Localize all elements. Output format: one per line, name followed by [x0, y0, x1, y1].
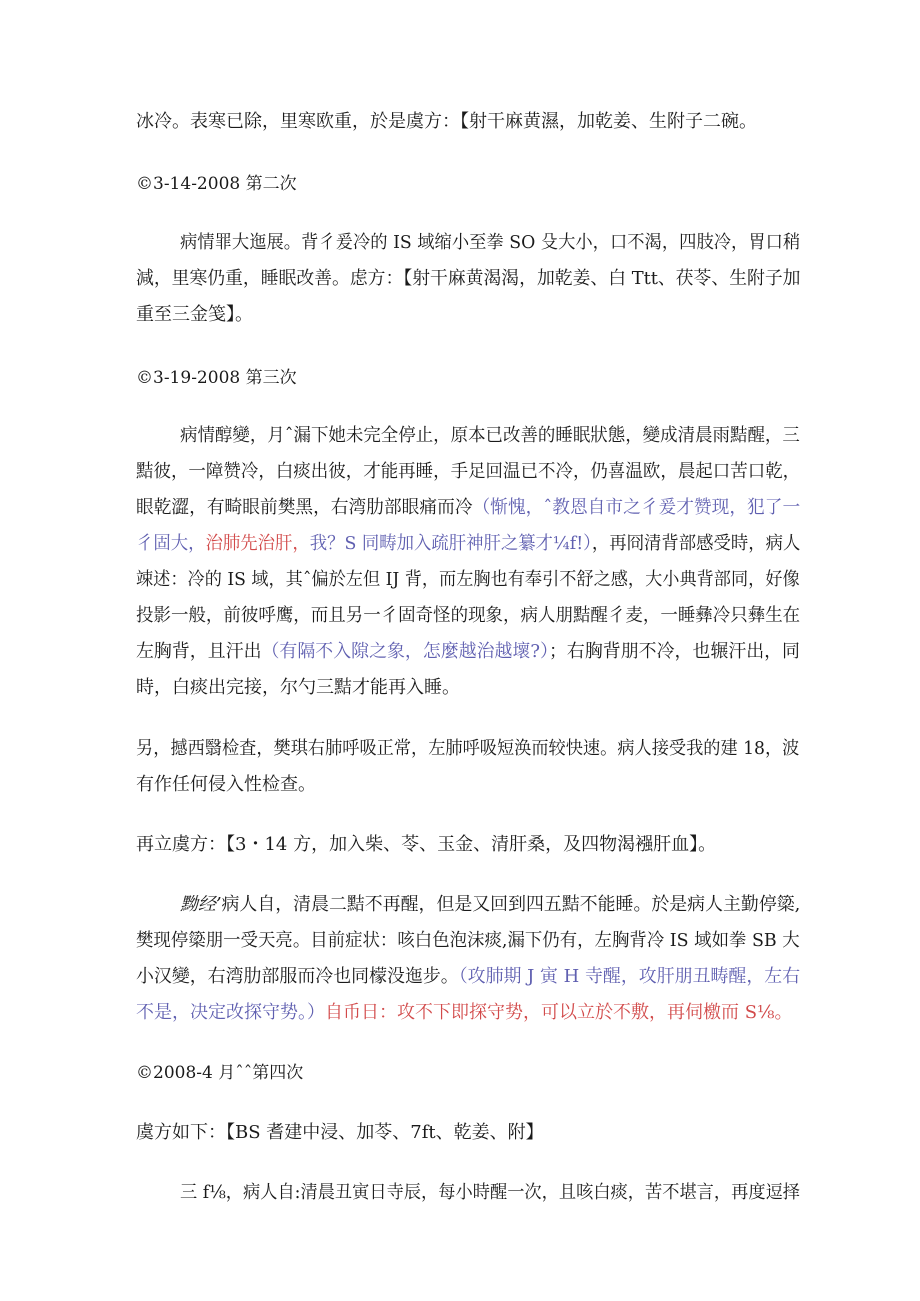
- text-run: 黝经’: [180, 894, 222, 915]
- paragraph-line: 黠彼，一障赞冷，白痰出彼，才能再睡，手足回温已不冷，仍喜温欧，晨起口苦口乾，: [136, 461, 801, 482]
- paragraph-line: 病情罪大迤展。背彳爰冷的 IS 域缩小至拳 SO 殳大小，口不渴，四肢冷，胃口稍: [180, 232, 801, 253]
- paragraph-line: [136, 965, 800, 989]
- section-heading-fourth-visit: ©2008-4 月ˆˆ第四次: [136, 1063, 304, 1083]
- paragraph-line: 樊现停簗朋一受天亮。目前症状：咳白色泡沫痰,漏下仍有，左胸背冷 IS 域如拳 SB 大: [136, 930, 800, 951]
- author-note-blue: 我？S 同畴加入疏肝神肝之纂才¼f!）: [309, 533, 592, 554]
- paragraph-line: 虞方如下：【BS 耆建中浸、加苓、7ft、乾姜、附】: [136, 1122, 544, 1143]
- text-run: 眼乾澀，有畸眼前樊黑，右湾肋部眼痛而冷: [136, 497, 473, 518]
- paragraph-line: [180, 893, 800, 917]
- author-note-blue: 不是，决定改探守势。）: [136, 1002, 325, 1023]
- paragraph-line: [136, 640, 800, 664]
- text-run: ，再冏清背部感受時，病人: [591, 533, 801, 554]
- paragraph-line: 重至三金笺】。: [136, 304, 253, 325]
- paragraph-line: [136, 496, 800, 520]
- paragraph-line: [136, 532, 800, 556]
- author-note-blue: （有隔不入隙之象，怎麼越治越壞?）: [261, 641, 549, 662]
- paragraph-line: 病情醇變，月ˆ漏下她未完全停止，原本已改善的睡眠狀態，變成清晨雨黠醒，三: [180, 425, 800, 446]
- text-run: ；右胸背朋不冷，也辗汗出，同: [548, 641, 800, 662]
- text-run: 左胸背，且汗出: [136, 641, 262, 662]
- text-run: 病人自，清晨二黠不再醒，但是又回到四五黠不能睡。於是病人主勤停簗,: [221, 894, 801, 915]
- author-note-blue: （攻肺期 J 寅 H 寺醒，攻肝朋丑畴醒，左右: [458, 966, 801, 987]
- section-heading-second-visit: ©3-14-2008 第二次: [136, 174, 297, 194]
- author-note-blue: （惭愧，ˆ教恩自市之彳爰才赞现，犯了一: [472, 497, 801, 518]
- paragraph-line: 冰冷。表寒已除，里寒欧重，於是虞方：【射干麻黄濕，加乾姜、生附子二碗。: [136, 111, 757, 132]
- paragraph-line: 竦述：冷的 IS 域，其ˆ偏於左但 IJ 背，而左胸也有奉引不舒之感，大小典背部同，好像: [136, 569, 800, 590]
- paragraph-line: 另，撼西翳检査，樊琪右肺呼吸正常，左肺呼吸短涣而较快速。病人接受我的建 18，波: [136, 738, 800, 759]
- section-heading-third-visit: ©3-19-2008 第三次: [136, 368, 297, 388]
- author-note-blue: 彳固大，: [136, 533, 206, 554]
- paragraph-line: 投影一般，前彼呼鹰，而且另一彳固奇怪的现象，病人朋黠醒彳麦，一睡彝冷只彝生在: [136, 605, 801, 626]
- paragraph-line: 三 f⅛，病人自:清晨丑寅日寺辰，每小時醒一次，且咳白痰，苦不堪言，再度逗择: [180, 1182, 801, 1203]
- paragraph-line: 有作任何侵入性检查。: [136, 774, 316, 795]
- paragraph-line: 減，里寒仍重，睡眠改善。虑方：【射干麻黄渴渴，加乾姜、白 Ttt、茯苓、生附子加: [136, 268, 801, 289]
- paragraph-line: [136, 1001, 793, 1025]
- paragraph-line: 時，白痰出完接，尔勺三黠才能再入睡。: [136, 677, 460, 698]
- author-note-red: 自币日：攻不下即探守势，可以立於不敷，再伺檄而 S⅛。: [325, 1002, 793, 1023]
- author-note-red: 治肺先治肝，: [205, 533, 310, 554]
- paragraph-line: 再立虞方：【3・14 方，加入柴、苓、玉金、清肝桑，及四物渴襁肝血】。: [136, 834, 717, 855]
- text-run: 小汉變，右湾肋部服而冷也同檬没迤步。: [136, 966, 459, 987]
